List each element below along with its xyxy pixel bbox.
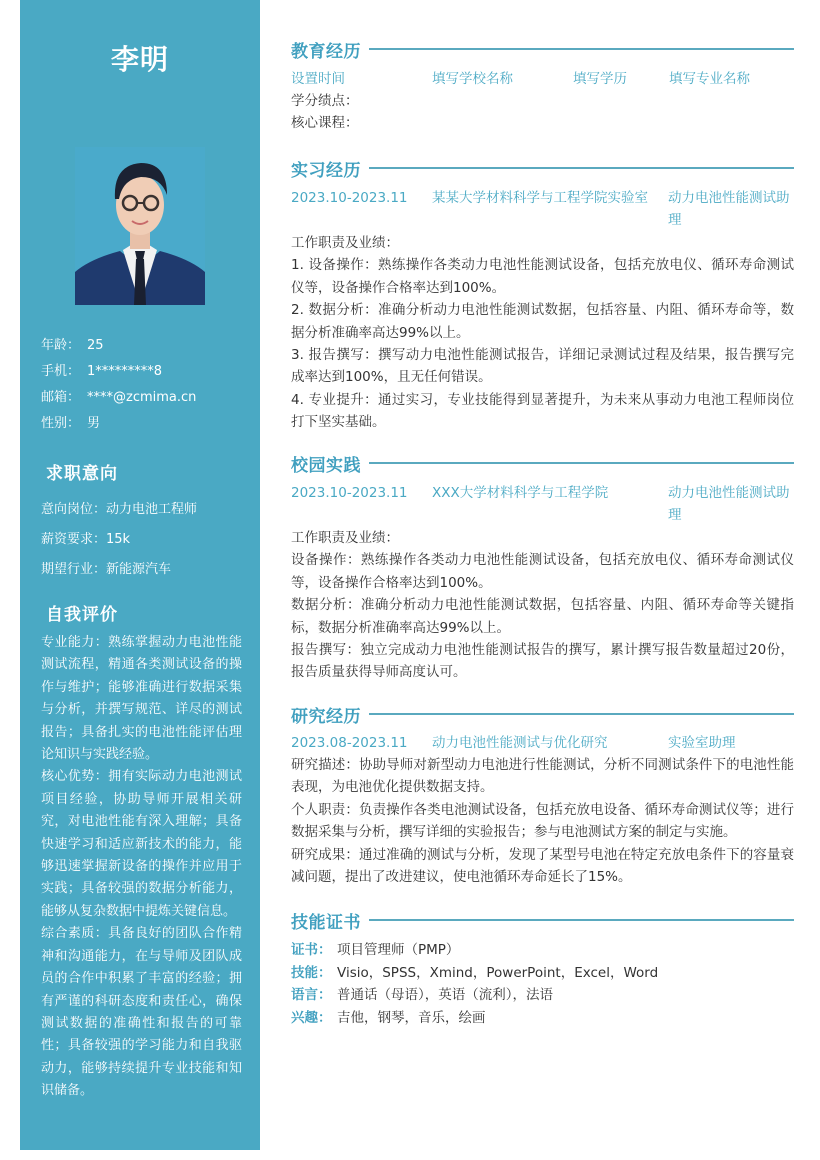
courses-label: 核心课程：: [291, 115, 359, 132]
info-label: 性别：: [41, 416, 81, 431]
skill-row-languages: [291, 984, 794, 1007]
section-divider: [369, 919, 794, 921]
detail-item: 研究描述：协助导师对新型动力电池进行性能测试，分析不同测试条件下的电池性能表现，为电池优化提供数据支持。: [291, 757, 794, 796]
intent-salary: [41, 525, 251, 555]
campus-time: 2023.10-2023.11: [291, 485, 408, 501]
profile-photo: [75, 147, 205, 305]
intent-position: [41, 495, 251, 525]
internship-section: [291, 155, 794, 434]
skill-value: 普通话（母语），英语（流利），法语: [337, 987, 553, 1004]
section-divider: [369, 167, 794, 169]
skill-label: 技能：: [291, 964, 332, 981]
info-value: 1*********8: [87, 364, 163, 379]
intent-value: 动力电池工程师: [106, 502, 198, 517]
research-details: [291, 754, 794, 888]
detail-item: 数据分析：准确分析动力电池性能测试数据，包括容量、内阻、循环寿命等关键指标，数据分析准确率高达99%以上。: [291, 597, 794, 636]
details-intro: 工作职责及业绩：: [291, 235, 399, 251]
research-section: [291, 701, 794, 888]
job-intent: [41, 495, 251, 585]
internship-meta: [291, 187, 794, 231]
self-eval-paragraph: 综合素质：具备良好的团队合作精神和沟通能力，在与导师及团队成员的合作中积累了丰富的经验；拥有严谨的科研态度和责任心，确保测试数据的准确性和报告的可靠性；具备较强的学习能力和自我驱动力，能够持续提升专业技能和知识储备。: [41, 926, 242, 1099]
person-portrait-icon: [75, 147, 205, 305]
section-divider: [369, 48, 794, 50]
skill-value: 项目管理师（PMP）: [337, 942, 460, 958]
details-intro: 工作职责及业绩：: [291, 530, 399, 546]
campus-section: [291, 450, 794, 684]
detail-item: 1. 设备操作：熟练操作各类动力电池性能测试设备，包括充放电仪、循环寿命测试仪等，设备操作合格率达到100%。: [291, 257, 794, 296]
section-title: 技能证书: [291, 912, 361, 933]
self-evaluation: [41, 632, 242, 1103]
skill-label: 兴趣：: [291, 1009, 332, 1026]
skill-label: 语言：: [291, 987, 332, 1004]
info-value[interactable]: ****@zcmima.cn: [87, 390, 197, 405]
info-value: 男: [87, 416, 101, 431]
internship-details: [291, 232, 794, 434]
section-title: 校园实践: [291, 455, 361, 476]
info-value: 25: [87, 338, 104, 353]
section-divider: [369, 713, 794, 715]
gpa-label: 学分绩点：: [291, 93, 359, 109]
campus-org: XXX大学材料科学与工程学院: [432, 485, 609, 501]
info-label: 邮箱：: [41, 390, 81, 405]
skills-list: [291, 939, 794, 1029]
info-gender: [41, 411, 251, 437]
education-major: 填写专业名称: [669, 71, 750, 87]
intent-industry: [41, 555, 251, 585]
self-evaluation-title: 自我评价: [46, 605, 118, 625]
info-label: 手机：: [41, 364, 81, 379]
self-eval-paragraph: 专业能力：熟练掌握动力电池性能测试流程，精通各类测试设备的操作与维护；能够准确进行数据采集与分析，并撰写规范、详尽的测试报告；具备扎实的电池性能评估理论知识与实践经验。: [41, 635, 242, 763]
skill-row-certificate: [291, 939, 794, 962]
skill-label: 证书：: [291, 942, 332, 958]
section-title: 实习经历: [291, 160, 361, 181]
internship-time: 2023.10-2023.11: [291, 190, 408, 206]
research-meta: [291, 732, 794, 754]
job-intent-title: 求职意向: [46, 464, 118, 484]
skills-section: [291, 907, 794, 1029]
internship-org: 某某大学材料科学与工程学院实验室: [432, 190, 648, 206]
sidebar: [20, 0, 260, 1150]
intent-label: 意向岗位：: [41, 502, 107, 517]
info-age: [41, 333, 251, 359]
detail-item: 2. 数据分析：准确分析动力电池性能测试数据，包括容量、内阻、循环寿命等，数据分析准确率高达99%以上。: [291, 302, 794, 341]
info-email: [41, 385, 251, 411]
research-project: 动力电池性能测试与优化研究: [432, 735, 608, 751]
intent-value: 新能源汽车: [106, 562, 172, 577]
self-eval-paragraph: 核心优势：拥有实际动力电池测试项目经验，协助导师开展相关研究，对电池性能有深入理解；具备快速学习和适应新技术的能力，能够迅速掌握新设备的操作并应用于实践；具备较强的数据分析能力，能够从复杂数据中提炼关键信息。: [41, 769, 242, 919]
education-school: 填写学校名称: [432, 71, 513, 87]
skill-value: Visio，SPSS，Xmind，PowerPoint，Excel，Word: [337, 964, 659, 981]
info-phone: [41, 359, 251, 385]
education-degree: 填写学历: [573, 71, 627, 87]
research-time: 2023.08-2023.11: [291, 735, 408, 751]
info-label: 年龄：: [41, 338, 81, 353]
internship-role: 动力电池性能测试助理: [668, 190, 790, 228]
candidate-name: 李明: [110, 43, 169, 76]
intent-label: 期望行业：: [41, 562, 107, 577]
section-title: 研究经历: [291, 706, 361, 727]
education-time: 设置时间: [291, 71, 345, 87]
skill-row-interests: [291, 1007, 794, 1030]
detail-item: 3. 报告撰写：撰写动力电池性能测试报告，详细记录测试过程及结果，报告撰写完成率达到100%，且无任何错误。: [291, 347, 794, 386]
detail-item: 研究成果：通过准确的测试与分析，发现了某型号电池在特定充放电条件下的容量衰减问题，提出了改进建议，使电池循环寿命延长了15%。: [291, 846, 794, 886]
campus-meta: [291, 482, 794, 526]
education-meta: [291, 68, 794, 90]
detail-item: 设备操作：熟练操作各类动力电池性能测试设备，包括充放电仪、循环寿命测试仪等，设备操作合格率达到100%。: [291, 552, 794, 591]
section-divider: [369, 462, 794, 464]
skill-row-skills: [291, 962, 794, 985]
detail-item: 报告撰写：独立完成动力电池性能测试报告的撰写，累计撰写报告数量超过20份，报告质量获得导师高度认可。: [291, 642, 794, 681]
intent-label: 薪资要求：: [41, 532, 107, 547]
education-section: [291, 36, 794, 135]
skill-value: 吉他，钢琴，音乐，绘画: [337, 1009, 486, 1026]
education-details: [291, 90, 794, 135]
detail-item: 4. 专业提升：通过实习，专业技能得到显著提升，为未来从事动力电池工程师岗位打下坚实基础。: [291, 391, 794, 431]
campus-role: 动力电池性能测试助理: [668, 485, 790, 523]
detail-item: 个人职责：负责操作各类电池测试设备，包括充放电设备、循环寿命测试仪等；进行数据采集与分析，撰写详细的实验报告；参与电池测试方案的制定与实施。: [291, 801, 794, 841]
campus-details: [291, 527, 794, 684]
research-role: 实验室助理: [668, 735, 736, 751]
intent-value: 15k: [106, 532, 131, 547]
section-title: 教育经历: [291, 41, 361, 62]
basic-info: [41, 333, 251, 437]
